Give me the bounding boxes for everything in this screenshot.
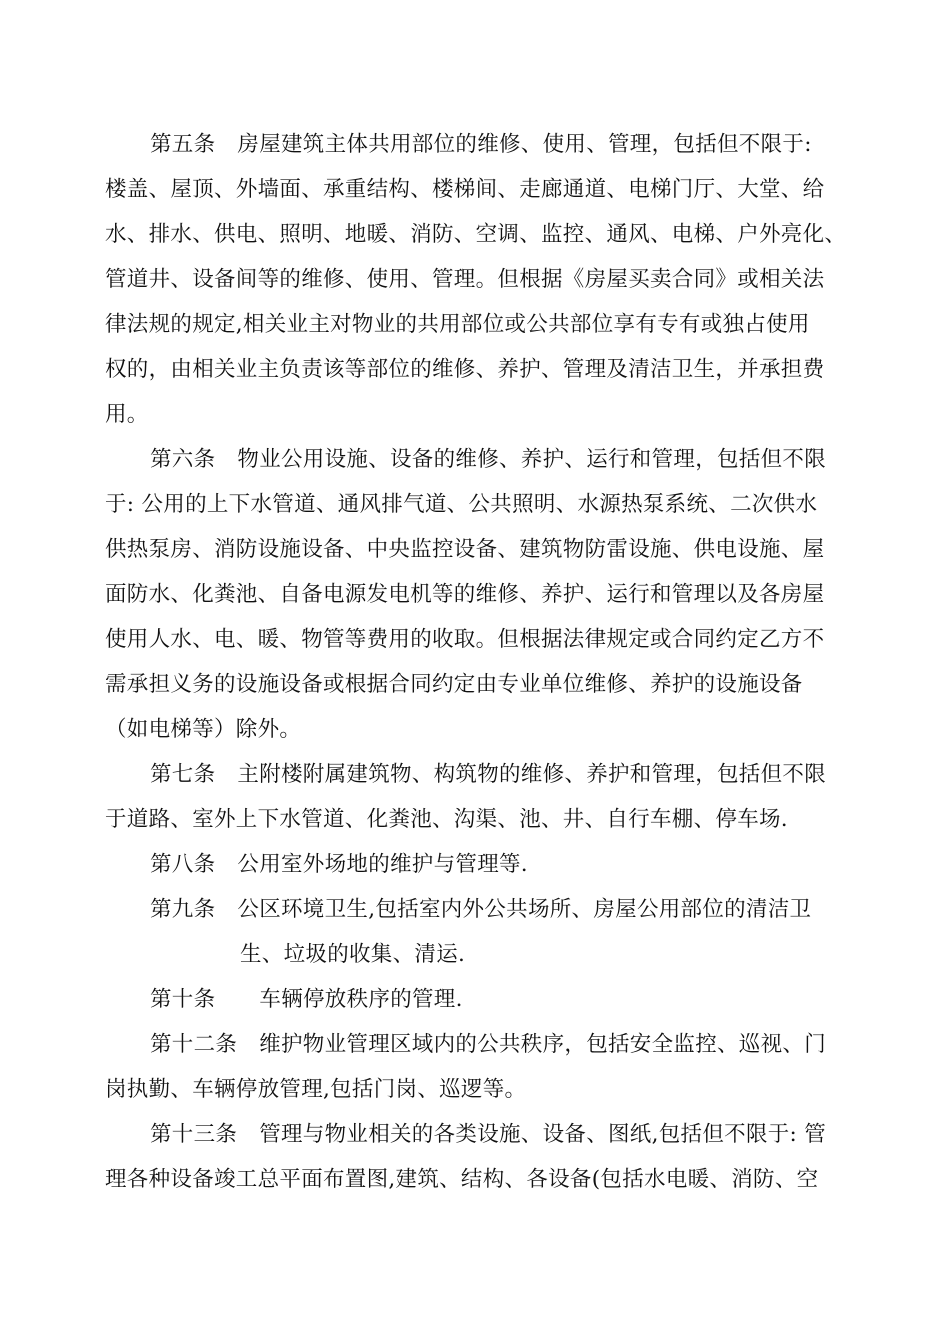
article-5-line-1 xyxy=(150,130,850,160)
article-5-text-1: 房屋建筑主体共用部位的维修、使用、管理，包括但不限于: xyxy=(237,132,812,157)
article-10-line-1 xyxy=(150,985,850,1015)
article-12-text-2: 岗执勤、车辆停放管理,包括门岗、巡逻等。 xyxy=(105,1077,527,1102)
article-12-label: 第十二条 xyxy=(150,1032,238,1057)
article-6-line-3 xyxy=(105,535,850,565)
article-8-line-1 xyxy=(150,850,850,880)
article-13-text-2: 理各种设备竣工总平面布置图,建筑、结构、各设备(包括水电暖、消防、空 xyxy=(105,1167,819,1192)
article-9-text-2: 生、垃圾的收集、清运. xyxy=(240,942,466,967)
article-6-label: 第六条 xyxy=(150,447,216,472)
article-10-text-1: 车辆停放秩序的管理. xyxy=(259,987,463,1012)
article-7-text-2: 于道路、室外上下水管道、化粪池、沟渠、池、井、自行车棚、停车场. xyxy=(105,807,788,832)
article-7-text-1: 主附楼附属建筑物、构筑物的维修、养护和管理，包括但不限 xyxy=(237,762,827,787)
article-6-text-7: （如电梯等）除外。 xyxy=(105,717,302,742)
article-5-line-6 xyxy=(105,355,850,385)
article-5-line-7 xyxy=(105,400,850,430)
article-8-text-1: 公用室外场地的维护与管理等. xyxy=(237,852,528,877)
article-5-label: 第五条 xyxy=(150,132,216,157)
article-9-label: 第九条 xyxy=(150,897,216,922)
article-5-text-6: 权的，由相关业主负责该等部位的维修、养护、管理及清洁卫生，并承担费 xyxy=(105,357,825,382)
article-9-line-1 xyxy=(150,895,850,925)
article-7-line-1 xyxy=(150,760,850,790)
article-5-text-2: 楼盖、屋顶、外墙面、承重结构、楼梯间、走廊通道、电梯门厅、大堂、给 xyxy=(105,177,825,202)
article-7-label: 第七条 xyxy=(150,762,216,787)
article-5-text-4: 管道井、设备间等的维修、使用、管理。但根据《房屋买卖合同》或相关法 xyxy=(105,267,825,292)
article-6-text-3: 供热泵房、消防设施设备、中央监控设备、建筑物防雷设施、供电设施、屋 xyxy=(105,537,825,562)
article-6-line-7 xyxy=(105,715,850,745)
article-12-line-2 xyxy=(105,1075,850,1105)
article-6-text-5: 使用人水、电、暖、物管等费用的收取。但根据法律规定或合同约定乙方不 xyxy=(105,627,825,652)
article-5-line-4 xyxy=(105,265,850,295)
article-5-line-3 xyxy=(105,220,850,250)
article-6-text-4: 面防水、化粪池、自备电源发电机等的维修、养护、运行和管理以及各房屋 xyxy=(105,582,825,607)
article-12-text-1: 维护物业管理区域内的公共秩序，包括安全监控、巡视、门 xyxy=(259,1032,827,1057)
article-5-text-3: 水、排水、供电、照明、地暖、消防、空调、监控、通风、电梯、户外亮化、 xyxy=(105,222,847,247)
article-9-line-2 xyxy=(240,940,850,970)
article-12-line-1 xyxy=(150,1030,850,1060)
article-13-text-1: 管理与物业相关的各类设施、设备、图纸,包括但不限于: 管 xyxy=(259,1122,827,1147)
article-5-line-5 xyxy=(105,310,850,340)
article-5-text-5: 律法规的规定,相关业主对物业的共用部位或公共部位享有专有或独占使用 xyxy=(105,312,810,337)
article-6-line-4 xyxy=(105,580,850,610)
article-6-text-2: 于: 公用的上下水管道、通风排气道、公共照明、水源热泵系统、二次供水 xyxy=(105,492,818,517)
article-10-label: 第十条 xyxy=(150,987,216,1012)
article-6-line-5 xyxy=(105,625,850,655)
article-13-label: 第十三条 xyxy=(150,1122,238,1147)
article-6-line-6 xyxy=(105,670,850,700)
article-7-line-2 xyxy=(105,805,850,835)
article-6-text-6: 需承担义务的设施设备或根据合同约定由专业单位维修、养护的设施设备 xyxy=(105,672,803,697)
article-5-text-7: 用。 xyxy=(105,402,149,427)
article-6-line-1 xyxy=(150,445,850,475)
article-5-line-2 xyxy=(105,175,850,205)
article-6-text-1: 物业公用设施、设备的维修、养护、运行和管理，包括但不限 xyxy=(237,447,827,472)
article-13-line-2 xyxy=(105,1165,850,1195)
article-13-line-1 xyxy=(150,1120,850,1150)
article-6-line-2 xyxy=(105,490,850,520)
article-8-label: 第八条 xyxy=(150,852,216,877)
article-9-text-1: 公区环境卫生,包括室内外公共场所、房屋公用部位的清洁卫 xyxy=(237,897,812,922)
